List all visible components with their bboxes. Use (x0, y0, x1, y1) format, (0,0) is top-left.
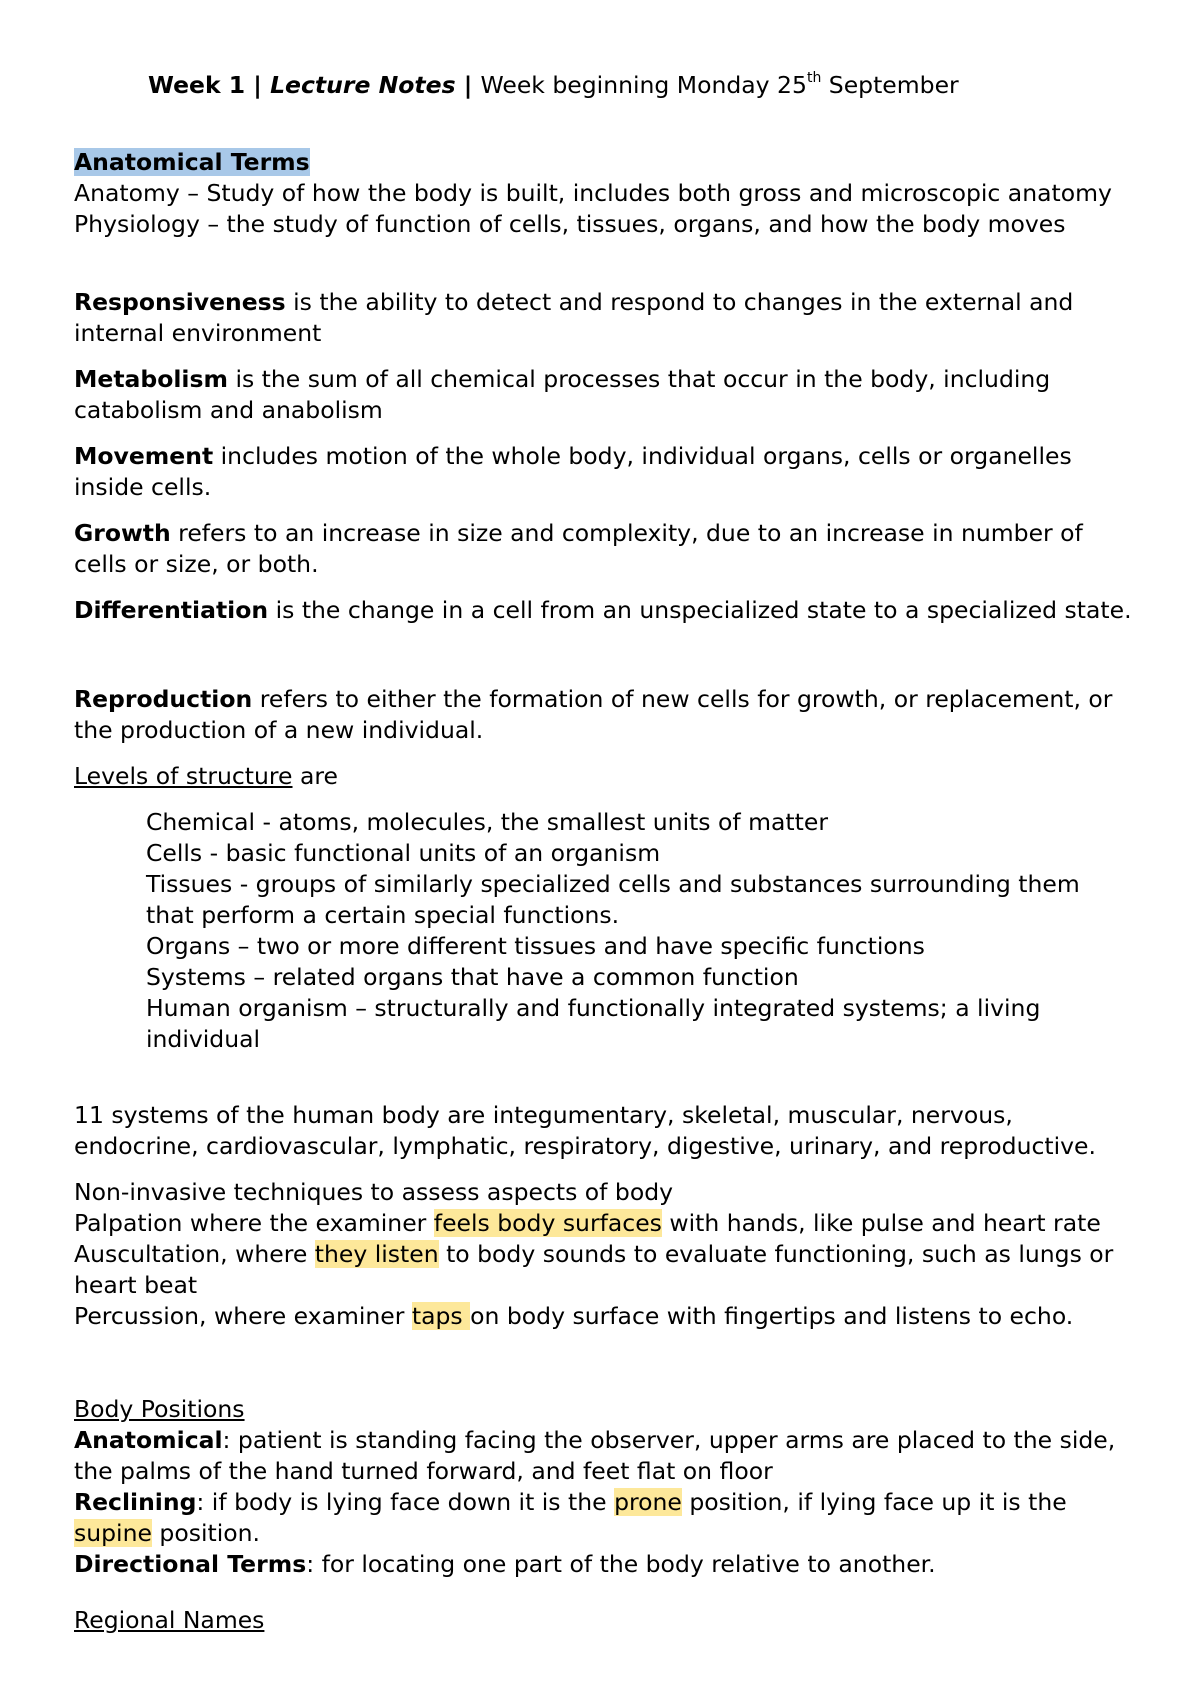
levels-suffix: are (292, 762, 338, 790)
anatomical-terms-section (74, 147, 1134, 240)
term-differentiation (74, 595, 1134, 626)
list-item: Systems – related organs that have a common function (146, 963, 799, 991)
ordinal-suffix: th (806, 70, 822, 87)
text-run: : if body is lying face down it is the (196, 1488, 615, 1516)
anatomical-position (74, 1425, 1134, 1487)
week-label: Week 1 (148, 71, 246, 99)
term-definition: includes motion of the whole body, individual organs, cells or organelles inside cells. (74, 442, 1072, 501)
physiology-definition: Physiology – the study of function of cells, tissues, organs, and how the body moves (74, 210, 1066, 238)
section-heading: Regional Names (74, 1606, 265, 1634)
text-run: Auscultation, where (74, 1240, 315, 1268)
term-movement (74, 441, 1134, 503)
text-run: Percussion, where examiner (74, 1302, 412, 1330)
term-label: Responsiveness (74, 288, 286, 316)
page-header (148, 70, 959, 101)
reclining-position (74, 1487, 1134, 1549)
anatomy-definition: Anatomy – Study of how the body is built, includes both gross and microscopic anatomy (74, 179, 1112, 207)
term-definition: refers to an increase in size and complexity, due to an increase in number of cells or size, or both. (74, 519, 1083, 578)
text-run: on body surface with fingertips and listens to echo. (470, 1302, 1074, 1330)
auscultation-text (74, 1239, 1134, 1301)
section-heading: Anatomical Terms (74, 148, 310, 176)
section-heading: Body Positions (74, 1395, 245, 1423)
term-definition: is the sum of all chemical processes that occur in the body, including catabolism and anabolism (74, 365, 1051, 424)
separator: | (245, 71, 271, 99)
systems-text: 11 systems of the human body are integumentary, skeletal, muscular, nervous, endocrine, cardiovascular, lymphatic, respiratory, digestive, urinary, and reproductive. (74, 1101, 1096, 1160)
month: September (821, 71, 959, 99)
week-begin: Week beginning Monday 25 (480, 71, 807, 99)
highlighted-text: they listen (314, 1240, 439, 1268)
levels-heading (74, 761, 1134, 792)
text-run: with hands, like pulse and heart rate (661, 1209, 1101, 1237)
highlighted-text: feels body surfaces (433, 1209, 662, 1237)
term-definition: is the change in a cell from an unspecialized state to a specialized state. (268, 596, 1132, 624)
term-label: Reproduction (74, 685, 253, 713)
techniques-section (74, 1177, 1134, 1332)
term-definition: : for locating one part of the body relative to another. (306, 1550, 936, 1578)
list-item: Cells - basic functional units of an organism (146, 839, 661, 867)
list-item: Human organism – structurally and functionally integrated systems; a living individual (146, 994, 1041, 1053)
term-label: Differentiation (74, 596, 269, 624)
term-label: Growth (74, 519, 171, 547)
term-metabolism (74, 364, 1134, 426)
highlighted-text: prone (614, 1488, 682, 1516)
percussion-text (74, 1301, 1134, 1332)
list-item: Chemical - atoms, molecules, the smallest units of matter (146, 808, 828, 836)
text-run: to body sounds to evaluate functioning, such as lungs or heart beat (74, 1240, 1114, 1299)
palpation-text (74, 1208, 1134, 1239)
term-reproduction (74, 684, 1134, 746)
regional-names-heading (74, 1605, 1134, 1636)
text-run: position. (151, 1519, 260, 1547)
separator: | (455, 71, 481, 99)
term-responsiveness (74, 287, 1134, 349)
text-run: position, if lying face up it is the (681, 1488, 1067, 1516)
term-definition: is the ability to detect and respond to changes in the external and internal environment (74, 288, 1074, 347)
term-label: Anatomical (74, 1426, 223, 1454)
list-item: Tissues - groups of similarly specialized cells and substances surrounding them that perform a certain special functions. (146, 870, 1080, 929)
levels-list (146, 807, 1126, 1055)
text-run: Palpation where the examiner (74, 1209, 434, 1237)
levels-label: Levels of structure (74, 762, 293, 790)
highlighted-text: supine (74, 1519, 152, 1547)
body-positions-section (74, 1394, 1134, 1580)
directional-terms (74, 1549, 1134, 1580)
term-growth (74, 518, 1134, 580)
techniques-intro: Non-invasive techniques to assess aspects of body (74, 1178, 674, 1206)
term-label: Movement (74, 442, 214, 470)
term-definition: : patient is standing facing the observer, upper arms are placed to the side, the palms of the hand turned forward, and feet flat on floor (74, 1426, 1116, 1485)
systems-paragraph (74, 1100, 1134, 1162)
term-label: Reclining (74, 1488, 197, 1516)
doc-type: Lecture Notes (270, 71, 456, 99)
term-definition: refers to either the formation of new cells for growth, or replacement, or the production of a new individual. (74, 685, 1113, 744)
term-label: Metabolism (74, 365, 228, 393)
list-item: Organs – two or more different tissues and have specific functions (146, 932, 925, 960)
term-label: Directional Terms (74, 1550, 307, 1578)
highlighted-text: taps (411, 1302, 471, 1330)
